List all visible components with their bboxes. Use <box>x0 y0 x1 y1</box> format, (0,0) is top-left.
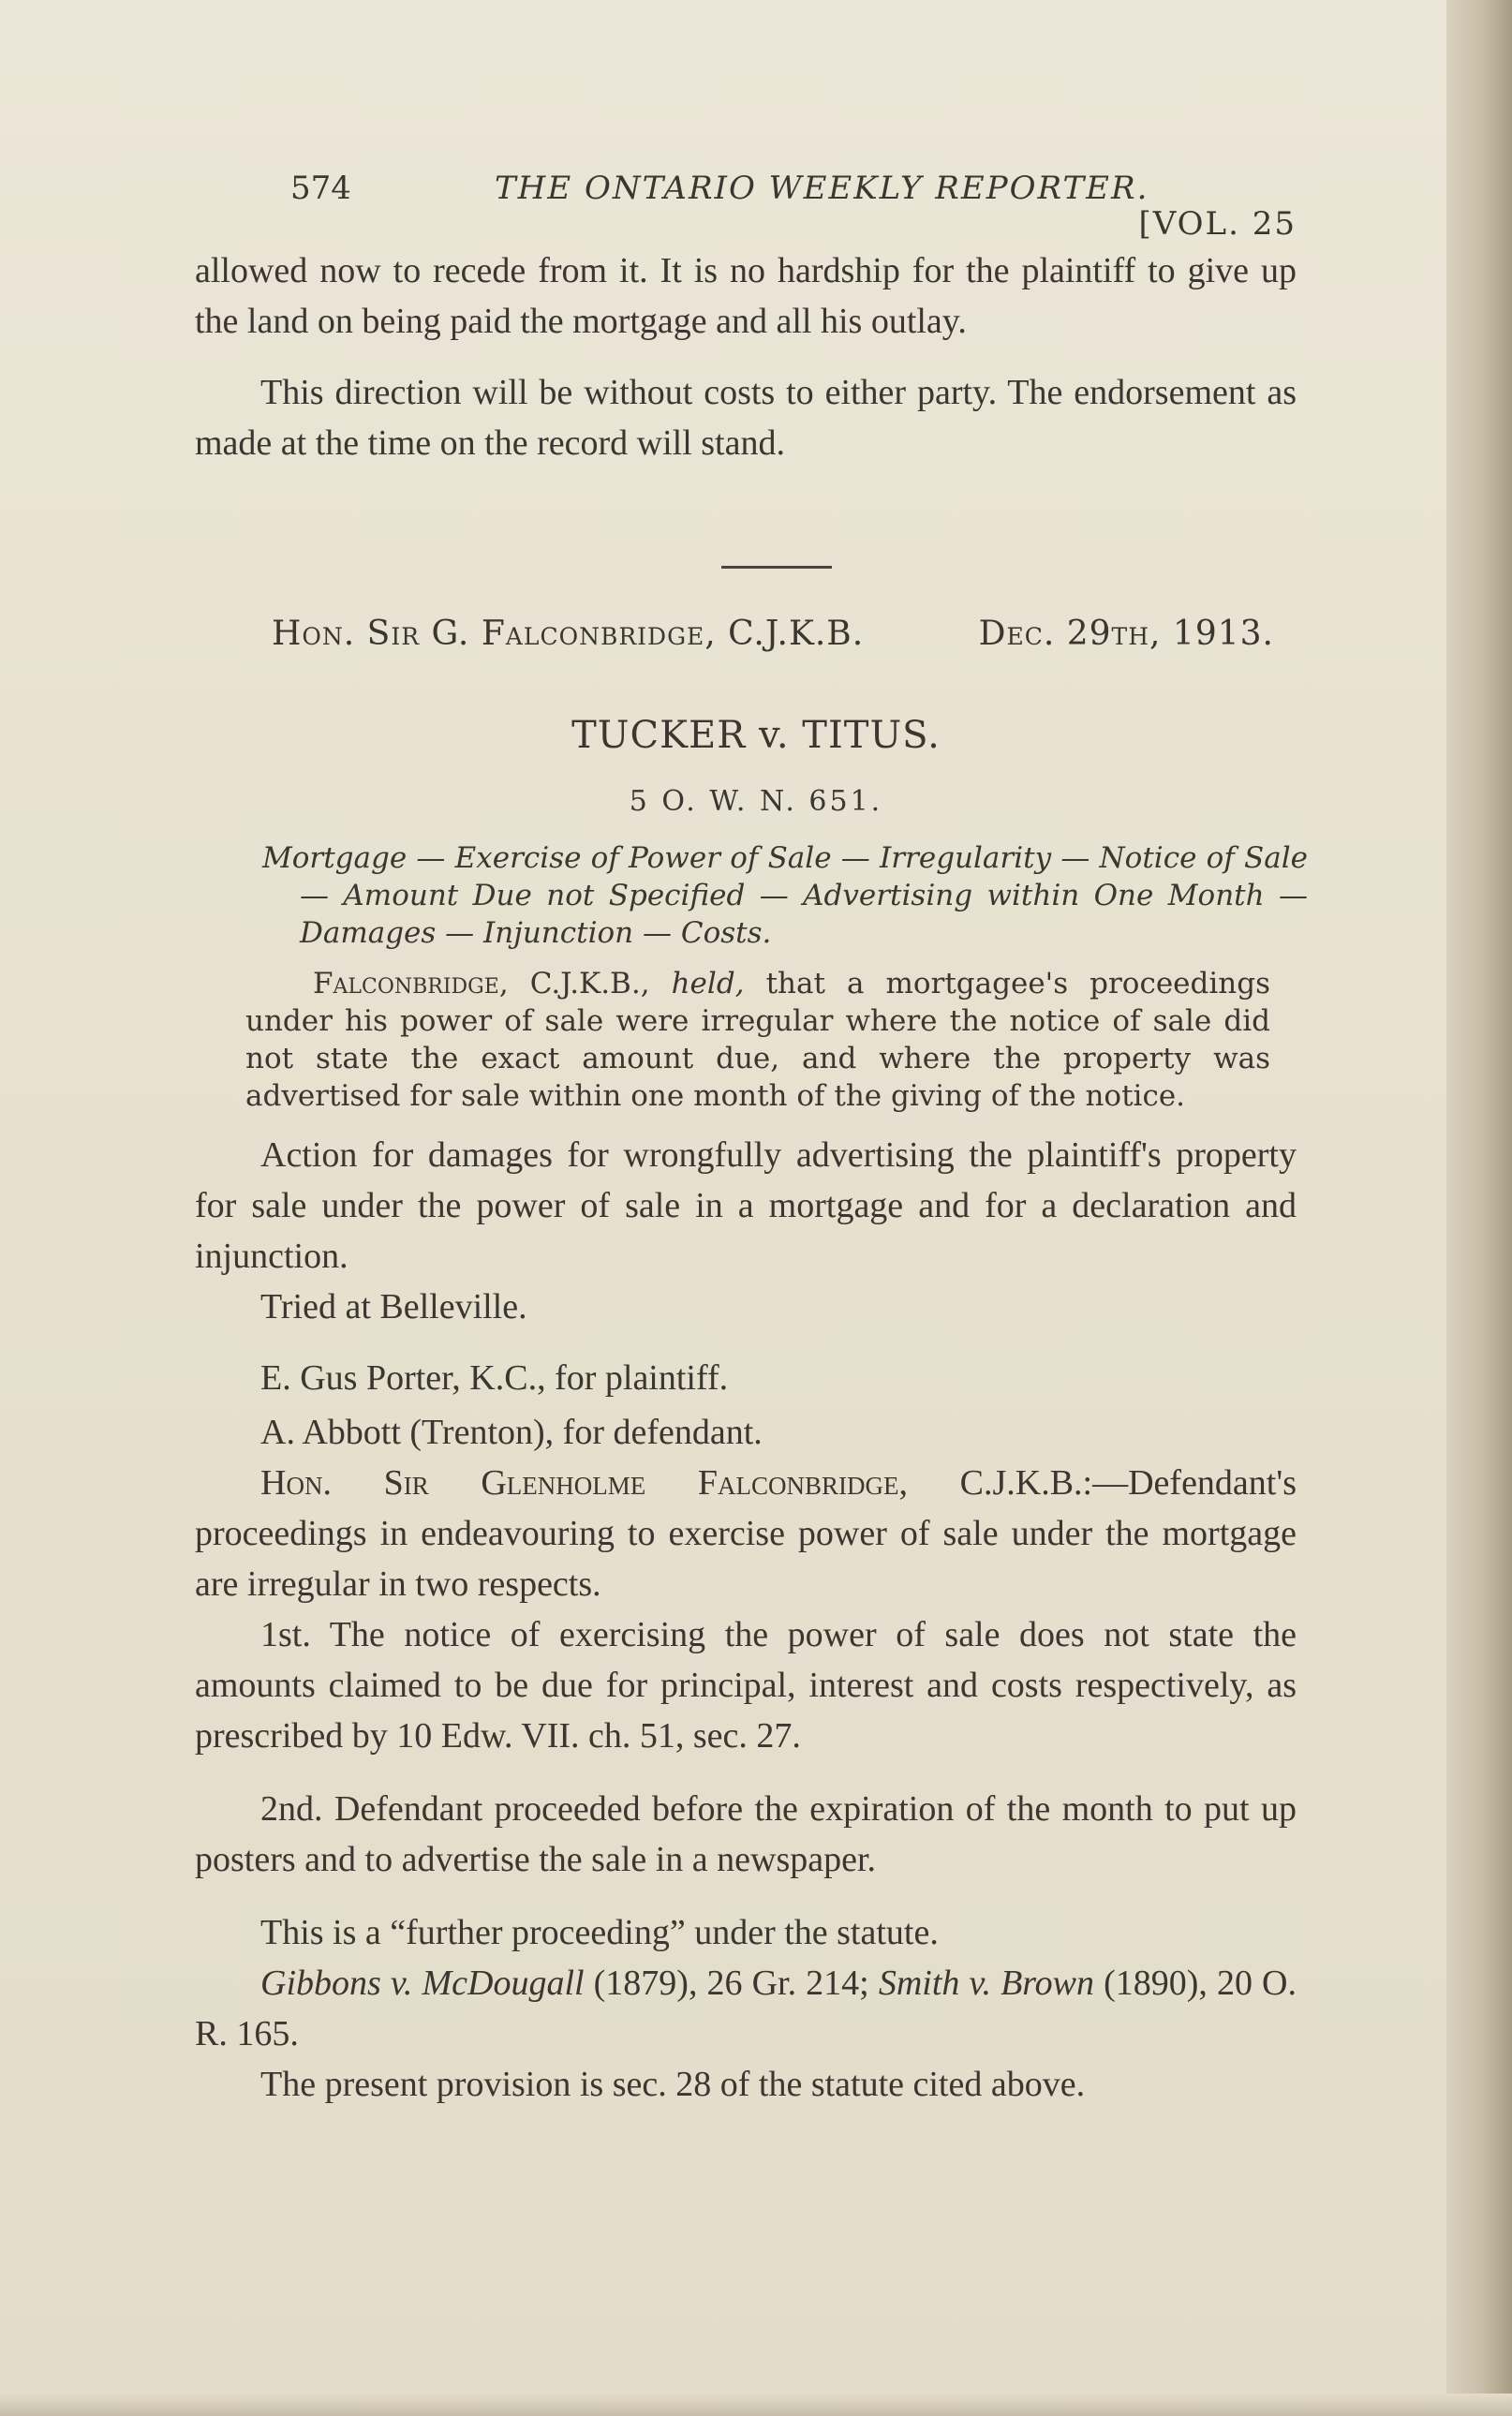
counsel-defendant: A. Abbott (Trenton), for defendant. <box>260 1413 763 1452</box>
case-ref-2-name: Smith v. Brown <box>878 1964 1094 2003</box>
judge-name: Hon. Sir G. Falconbridge, C.J.K.B. <box>272 615 865 653</box>
decision-date: Dec. 29th, 1913. <box>978 615 1274 653</box>
judgment-second-point: 2nd. Defendant proceeded before the expiration of the month to put up posters and to advertise the sale in a newspaper. <box>195 1789 1297 1879</box>
case-ref-1-name: Gibbons v. McDougall <box>260 1964 585 2003</box>
syllabus-text: that a mortgagee's proceedings under his power of sale were irregular where the notice of sale did not state the exact amount due, and where the property was advertised for sale within one month of the giving of the notice. <box>245 967 1270 1113</box>
case-ref-1-citation: (1879), 26 Gr. 214; <box>593 1964 869 2003</box>
running-title: THE ONTARIO WEEKLY REPORTER. <box>495 170 1149 207</box>
tried-at: Tried at Belleville. <box>260 1287 527 1327</box>
prior-case-text <box>195 245 1297 468</box>
prior-paragraph-1: allowed now to recede from it. It is no hardship for the plaintiff to give up the land on being paid the mortgage and all his outlay. <box>195 251 1297 341</box>
judgment-opening-text: :—Defendant's proceedings in endeavouring to exercise power of sale under the mortgage are irregular in two respects. <box>195 1463 1297 1604</box>
section-divider <box>721 566 832 569</box>
judgment-judge: Hon. Sir Glenholme Falconbridge, C.J.K.B. <box>260 1463 1083 1503</box>
case-ref-2-citation: (1890), 20 O. R. 165. <box>195 1964 1297 2053</box>
headnote: Mortgage — Exercise of Power of Sale — Irregularity — Notice of Sale — Amount Due not Specified — Advertising within One Month — Damages — Injunction — Costs. <box>262 841 1308 950</box>
action-paragraph: Action for damages for wrongfully advertising the plaintiff's property for sale under the power of sale in a mortgage and for a declaration and injunction. <box>195 1135 1297 1276</box>
syllabus <box>245 965 1270 1115</box>
authorities <box>195 1958 1297 2059</box>
prior-paragraph-2: This direction will be without costs to either party. The endorsement as made at the time on the record will stand. <box>195 373 1297 463</box>
volume-label: [VOL. 25 <box>1138 205 1297 243</box>
counsel-plaintiff: E. Gus Porter, K.C., for plaintiff. <box>260 1358 729 1398</box>
case-judge-line <box>272 615 1274 653</box>
page-number: 574 <box>290 170 351 207</box>
case-introduction <box>195 1130 1297 1460</box>
judgment-opening <box>195 1458 1297 1609</box>
further-proceeding: This is a “further proceeding” under the statute. <box>260 1913 939 1952</box>
syllabus-judge: Falconbridge, C.J.K.B., <box>313 967 650 1000</box>
case-title: TUCKER v. TITUS. <box>571 714 941 757</box>
case-citation: 5 O. W. N. 651. <box>629 785 883 818</box>
page-edge-right <box>1446 0 1512 2416</box>
judgment-first-point: 1st. The notice of exercising the power of sale does not state the amounts claimed to be due for principal, interest and costs respectively, as prescribed by 10 Edw. VII. ch. 51, sec. 27. <box>195 1615 1297 1756</box>
page-edge-bottom <box>0 2394 1512 2416</box>
syllabus-held: held, <box>671 967 745 1000</box>
present-provision: The present provision is sec. 28 of the statute cited above. <box>260 2065 1086 2104</box>
judgment-text <box>195 1458 1297 2110</box>
